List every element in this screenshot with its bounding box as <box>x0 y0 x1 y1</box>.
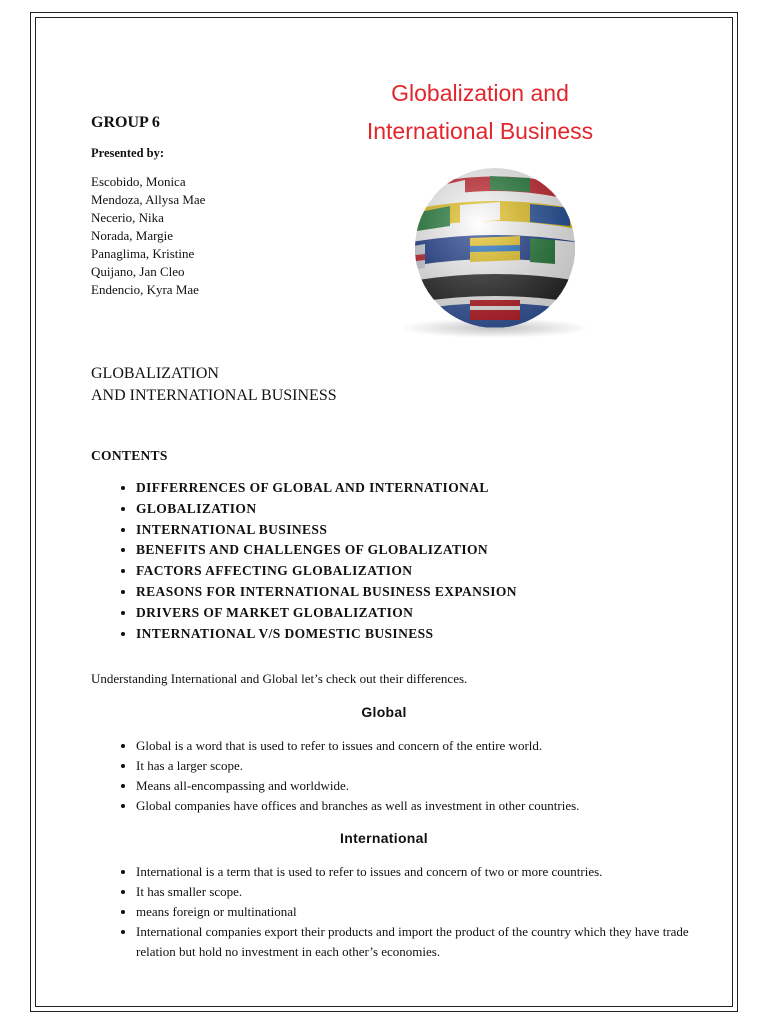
document-title-line-1: GLOBALIZATION <box>91 365 219 382</box>
group-title: GROUP 6 <box>91 114 160 131</box>
member-name: Endencio, Kyra Mae <box>91 282 199 297</box>
international-point: • International companies export their products and import the product of the country which they have trade relation but hold no investment in each other’s economies. <box>136 922 696 962</box>
international-points-list <box>108 862 696 962</box>
flag-globe-image <box>370 160 620 340</box>
contents-item: • BENEFITS AND CHALLENGES OF GLOBALIZATION <box>136 540 517 561</box>
global-point: • Means all-encompassing and worldwide. <box>136 776 579 796</box>
global-point: • It has a larger scope. <box>136 756 579 776</box>
contents-item: • GLOBALIZATION <box>136 499 517 520</box>
banner-title <box>330 74 630 150</box>
intro-paragraph: Understanding International and Global let’s check out their differences. <box>91 671 468 686</box>
document-title <box>91 363 337 407</box>
global-point: • Global is a word that is used to refer to issues and concern of the entire world. <box>136 736 579 756</box>
member-name: Norada, Margie <box>91 228 174 243</box>
contents-item: • INTERNATIONAL BUSINESS <box>136 520 517 541</box>
contents-item: • INTERNATIONAL V/S DOMESTIC BUSINESS <box>136 624 517 645</box>
document-title-line-2: AND INTERNATIONAL BUSINESS <box>91 387 337 404</box>
member-name: Mendoza, Allysa Mae <box>91 192 206 207</box>
contents-item: • DRIVERS OF MARKET GLOBALIZATION <box>136 603 517 624</box>
global-point: • Global companies have offices and branches as well as investment in other countries. <box>136 796 579 816</box>
banner-title-line-2: International Business <box>366 118 594 144</box>
international-point: • International is a term that is used to refer to issues and concern of two or more countries. <box>136 862 696 882</box>
contents-item: • DIFFERRENCES OF GLOBAL AND INTERNATIONAL <box>136 478 517 499</box>
member-name: Necerio, Nika <box>91 210 164 225</box>
presented-by-label: Presented by: <box>91 146 165 160</box>
international-point: • means foreign or multinational <box>136 902 696 922</box>
international-point: • It has smaller scope. <box>136 882 696 902</box>
global-heading: Global <box>361 704 407 720</box>
member-name: Quijano, Jan Cleo <box>91 264 185 279</box>
global-points-list <box>108 736 579 816</box>
banner-title-line-1: Globalization and <box>391 80 569 106</box>
member-name: Panaglima, Kristine <box>91 246 195 261</box>
member-name: Escobido, Monica <box>91 174 186 189</box>
contents-item: • FACTORS AFFECTING GLOBALIZATION <box>136 561 517 582</box>
international-heading: International <box>340 830 428 846</box>
member-list <box>91 173 205 299</box>
contents-item: • REASONS FOR INTERNATIONAL BUSINESS EXPANSION <box>136 582 517 603</box>
contents-heading: CONTENTS <box>91 448 168 463</box>
contents-list <box>108 478 517 644</box>
